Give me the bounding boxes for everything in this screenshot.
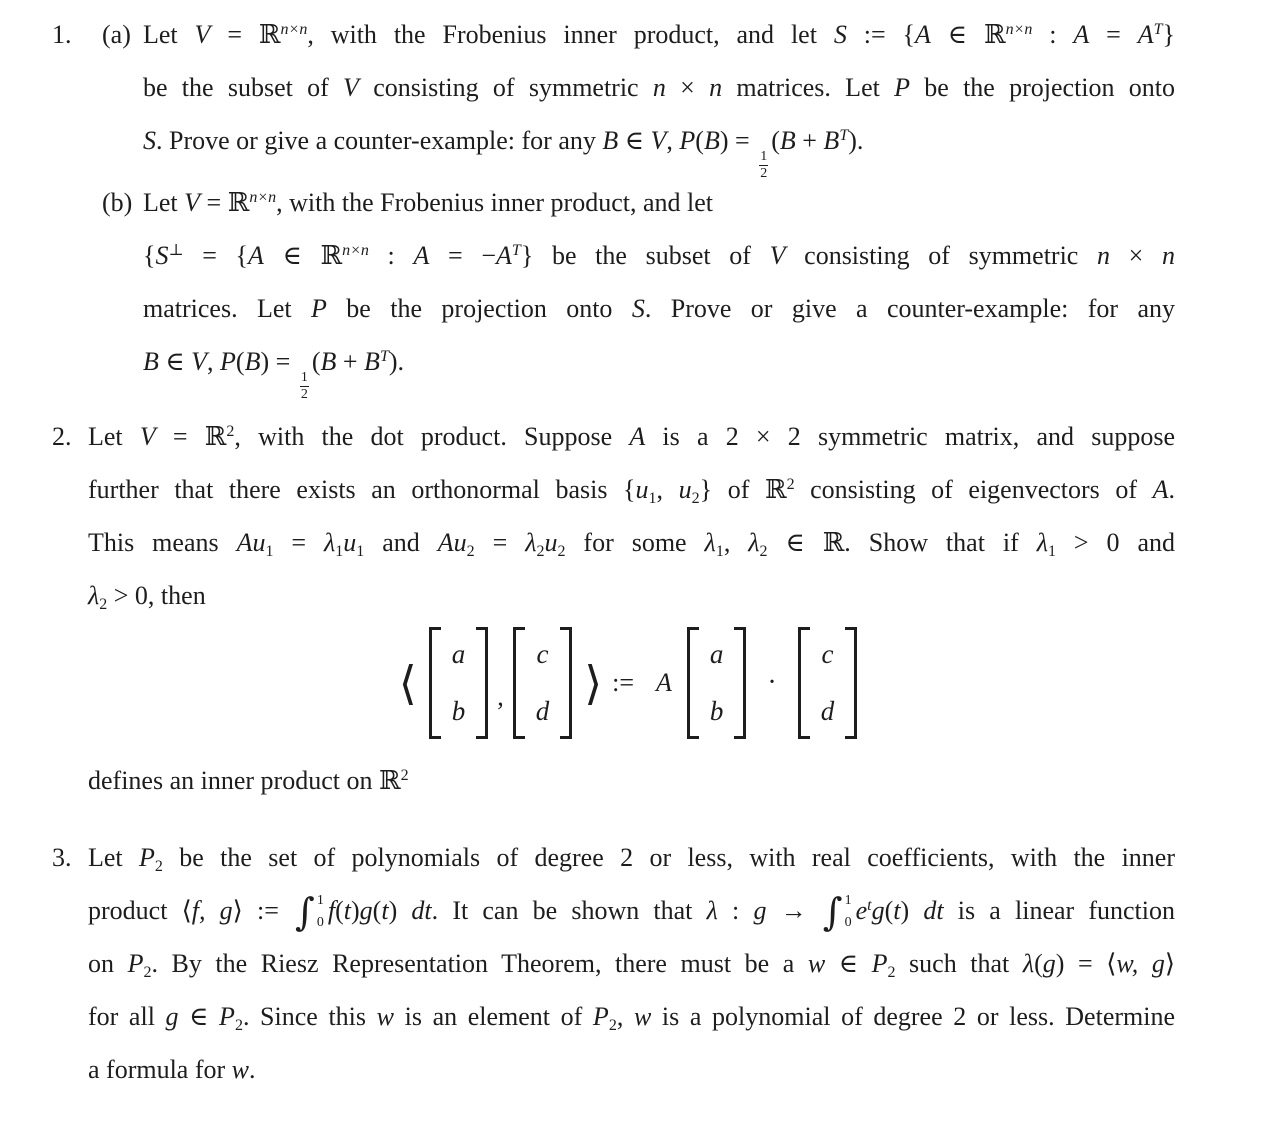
text-segment: A — [413, 241, 430, 270]
vector-entry: d — [820, 696, 835, 726]
text-segment: , — [723, 528, 749, 557]
right-angle-bracket: ⟩ — [584, 656, 603, 710]
text-line — [88, 937, 1175, 990]
text-segment: : — [368, 241, 414, 270]
item-letter: (b) — [102, 188, 133, 217]
text-segment: w — [633, 1002, 652, 1031]
text-segment: be the projection onto — [326, 294, 632, 323]
text-segment: 2 — [557, 543, 566, 560]
text-segment: defines an inner product on — [88, 766, 379, 795]
text-segment: is a 2 × 2 symmetric matrix, and suppose — [645, 422, 1175, 451]
text-segment: n — [1162, 241, 1176, 270]
text-line — [143, 114, 1175, 182]
text-segment: is an element of — [393, 1002, 593, 1031]
text-segment: w — [231, 1055, 250, 1084]
text-segment: n — [652, 73, 666, 102]
text-segment: . — [1168, 475, 1176, 504]
text-segment: P — [127, 949, 144, 978]
text-segment: Let — [143, 20, 195, 49]
text-segment: A — [1152, 475, 1169, 504]
text-segment: consisting of symmetric — [785, 241, 1098, 270]
problem-2 — [52, 410, 1176, 622]
text-segment: be the subset of — [143, 73, 344, 102]
text-segment: λ — [324, 528, 336, 557]
text-segment: and — [364, 528, 438, 557]
text-segment: Let — [88, 422, 140, 451]
text-segment: } of — [699, 475, 765, 504]
text-segment: T — [1153, 21, 1163, 38]
text-segment: ( — [884, 896, 894, 925]
text-segment: ℝ — [204, 422, 227, 452]
text-segment: . Prove or give a counter-example: for any — [644, 294, 1175, 323]
text-segment: u — [635, 475, 649, 504]
text-segment: Let — [143, 188, 185, 217]
text-segment: u — [678, 475, 692, 504]
vector-entry: c — [821, 639, 834, 669]
text-segment: { — [143, 241, 156, 270]
text-segment: > 0, then — [107, 581, 206, 610]
text-segment: + — [795, 126, 824, 155]
left-square-bracket — [687, 627, 699, 739]
text-segment: ). — [388, 347, 405, 376]
text-segment: ( — [1034, 949, 1043, 978]
text-segment: ) — [388, 896, 412, 925]
text-segment: is a polynomial of degree 2 or less. Determine — [651, 1002, 1175, 1031]
text-line — [143, 176, 1175, 229]
text-segment: P — [219, 1002, 235, 1031]
text-segment: ℝ — [983, 20, 1006, 50]
text-segment: V — [650, 126, 667, 155]
text-segment: ) — [351, 896, 360, 925]
text-segment: n — [709, 73, 723, 102]
left-square-bracket — [429, 627, 441, 739]
text-segment: A — [496, 241, 512, 270]
text-segment: λ — [525, 528, 537, 557]
text-segment: u — [343, 528, 357, 557]
text-segment: ℝ — [378, 766, 401, 796]
text-segment: = { — [183, 241, 249, 270]
text-segment: 2 — [99, 596, 108, 613]
text-segment: A — [1073, 20, 1090, 49]
text-segment: S — [631, 294, 645, 323]
text-segment: P — [220, 347, 236, 376]
text-segment: ) = — [719, 126, 757, 155]
text-segment: consisting of eigenvectors of — [794, 475, 1153, 504]
text-segment: dt — [411, 896, 432, 925]
text-segment: f, g — [191, 896, 233, 925]
text-segment: , with the Frobenius inner product, and let — [276, 188, 713, 217]
problem-1b — [102, 176, 1176, 403]
text-segment: A — [629, 422, 646, 451]
text-segment: . Since this — [242, 1002, 377, 1031]
text-segment: B — [602, 126, 619, 155]
text-segment: λ — [1036, 528, 1048, 557]
text-segment: ⟩ — [1164, 949, 1175, 978]
text-segment: P — [592, 1002, 609, 1031]
text-segment: w — [376, 1002, 394, 1031]
text-segment: V — [194, 20, 211, 49]
text-segment: : — [717, 896, 754, 925]
text-segment: , with the dot product. Suppose — [234, 422, 630, 451]
text-segment: → — [766, 896, 821, 925]
vector-entry: a — [709, 639, 724, 669]
text-segment: t — [381, 896, 389, 925]
text-segment: ) — [900, 896, 924, 925]
text-line — [88, 410, 1175, 463]
text-segment: matrices. Let — [722, 73, 895, 102]
text-segment: e — [855, 896, 868, 925]
right-square-bracket — [734, 627, 746, 739]
text-segment: A — [248, 241, 264, 270]
text-segment: ( — [771, 126, 780, 155]
text-segment: w — [807, 949, 826, 978]
text-segment: 1 — [648, 490, 657, 507]
text-segment: V — [139, 422, 156, 451]
right-square-bracket — [560, 627, 572, 739]
text-line — [88, 516, 1175, 569]
text-line — [143, 8, 1175, 61]
text-segment: T — [839, 127, 849, 144]
text-segment: = — [1089, 20, 1138, 49]
text-segment: This means — [88, 528, 237, 557]
vector-entry: a — [451, 639, 466, 669]
problem-1a — [52, 8, 1176, 182]
text-segment: 1 — [1047, 543, 1056, 560]
text-segment: ⊥ — [168, 242, 184, 259]
text-segment: ∈ — [618, 126, 651, 155]
text-segment: ∈ — [178, 1002, 220, 1031]
text-segment: , — [666, 126, 680, 155]
text-segment: be the projection onto — [910, 73, 1176, 102]
text-segment: . Prove or give a counter-example: for any — [156, 126, 603, 155]
vector-entries — [525, 627, 561, 739]
text-segment: n×n — [280, 21, 308, 38]
text-segment: P — [139, 843, 155, 872]
text-segment: t — [893, 896, 901, 925]
text-segment: P — [871, 949, 888, 978]
text-segment: T — [379, 348, 389, 365]
text-segment: V — [343, 73, 359, 102]
text-line — [88, 884, 1175, 937]
text-segment: ) = ⟨ — [1055, 949, 1117, 978]
text-segment: a formula for — [88, 1055, 232, 1084]
text-segment: 2 — [400, 767, 409, 784]
text-segment: u — [544, 528, 558, 557]
text-segment: Au — [437, 528, 467, 557]
text-segment: product ⟨ — [88, 896, 192, 925]
text-segment: ∈ — [158, 347, 192, 376]
text-segment: + — [336, 347, 365, 376]
text-segment: such that — [895, 949, 1023, 978]
text-segment: λ — [88, 581, 100, 610]
text-line — [88, 754, 1175, 807]
text-segment: = − — [429, 241, 497, 270]
comma-separator: , — [497, 682, 504, 711]
inner-product-definition-equation — [88, 624, 1175, 742]
text-segment: g — [753, 896, 767, 925]
text-segment: 1 — [265, 543, 274, 560]
vector-cd-1 — [513, 627, 573, 739]
text-segment: > 0 and — [1055, 528, 1176, 557]
text-segment: = — [200, 188, 228, 217]
text-segment: V — [184, 188, 201, 217]
text-segment: } be the subset of — [520, 241, 770, 270]
integral-with-limits: ∫ 1 0 — [295, 890, 324, 934]
vector-cd-2 — [798, 627, 858, 739]
text-segment: t — [867, 897, 872, 914]
text-segment: g — [1042, 949, 1056, 978]
text-line — [88, 990, 1175, 1043]
text-segment: . It can be shown that — [431, 896, 707, 925]
right-square-bracket — [845, 627, 857, 739]
text-segment: n×n — [1005, 21, 1033, 38]
text-segment: × — [1110, 241, 1163, 270]
text-segment: , with the Frobenius inner product, and let — [307, 20, 834, 49]
text-segment: 2 — [759, 543, 768, 560]
text-segment: B — [779, 126, 796, 155]
problem-3 — [52, 831, 1176, 1096]
text-segment: ℝ — [258, 20, 281, 50]
right-square-bracket — [476, 627, 488, 739]
vector-entries — [441, 627, 477, 739]
text-segment: λ — [704, 528, 716, 557]
text-segment: ). — [848, 126, 864, 155]
text-segment: further that there exists an orthonormal basis { — [88, 475, 636, 504]
text-segment: Au — [236, 528, 266, 557]
text-segment: ( — [235, 347, 245, 376]
text-segment: 1 — [335, 543, 344, 560]
text-segment: for some — [565, 528, 705, 557]
text-segment: matrices. Let — [143, 294, 312, 323]
text-segment: n — [1097, 241, 1111, 270]
text-segment: A — [915, 20, 931, 49]
vector-entries — [810, 627, 846, 739]
text-segment: ∈ — [263, 241, 321, 270]
text-segment: = — [474, 528, 526, 557]
left-square-bracket — [513, 627, 525, 739]
text-segment: for all — [88, 1002, 166, 1031]
text-segment: 2 — [887, 964, 896, 981]
text-segment: 2 — [466, 543, 475, 560]
text-segment: g — [359, 896, 373, 925]
integral-sign: ∫ — [295, 890, 315, 934]
vector-ab-2 — [687, 627, 747, 739]
vector-ab-1 — [429, 627, 489, 739]
text-segment: ∈ — [825, 949, 872, 978]
text-segment: ) = — [260, 347, 297, 376]
text-segment: . Show that if — [844, 528, 1037, 557]
text-segment: on — [88, 949, 128, 978]
vector-entry: d — [535, 696, 550, 726]
text-segment: P — [311, 294, 327, 323]
problem-2-conclusion — [88, 754, 1175, 807]
text-segment: S — [143, 126, 156, 155]
text-segment: f — [327, 896, 336, 925]
integral-sign: ∫ — [822, 890, 843, 934]
text-segment: : — [1032, 20, 1074, 49]
vector-entries — [699, 627, 735, 739]
text-line — [88, 463, 1175, 516]
text-segment: dt — [923, 896, 944, 925]
text-segment: 2 — [154, 858, 163, 875]
text-line — [143, 229, 1175, 282]
text-segment: S — [155, 241, 169, 270]
text-segment: B — [823, 126, 840, 155]
text-segment: = — [210, 20, 259, 49]
dot-product-operator: · — [767, 667, 777, 698]
text-segment: 2 — [234, 1017, 243, 1034]
text-segment: B — [364, 347, 380, 376]
vector-entry: b — [451, 696, 466, 726]
text-segment: 2 — [691, 490, 700, 507]
text-segment: P — [894, 73, 910, 102]
text-segment: g — [165, 1002, 179, 1031]
text-segment: := { — [846, 20, 916, 49]
fraction: $\frac{1}{2}$ — [760, 149, 768, 182]
text-segment: B — [320, 347, 337, 376]
item-number: 3. — [52, 843, 72, 872]
integral-with-limits: ∫ 1 0 — [822, 890, 852, 934]
text-segment: , — [207, 347, 221, 376]
assign-operator: := — [612, 668, 635, 697]
text-segment: w, g — [1116, 949, 1165, 978]
text-segment: is a linear function — [943, 896, 1176, 925]
text-segment: t — [343, 896, 351, 925]
text-segment: ( — [335, 896, 344, 925]
text-segment: 2 — [608, 1017, 617, 1034]
text-segment: n×n — [249, 189, 277, 206]
text-segment: ℝ — [764, 475, 787, 505]
text-segment: ⟩ := — [232, 896, 294, 925]
text-line — [143, 61, 1175, 114]
text-line — [143, 335, 1175, 403]
text-segment: λ — [1022, 949, 1035, 978]
text-segment: 2 — [226, 423, 235, 440]
text-segment: ( — [695, 126, 704, 155]
text-line — [88, 831, 1175, 884]
text-segment: × — [665, 73, 710, 102]
text-segment: , — [656, 475, 679, 504]
text-segment: be the set of polynomials of degree 2 or less, with real coefficients, with the inner — [162, 843, 1175, 872]
text-segment: ( — [311, 347, 321, 376]
fraction: $\frac{1}{2}$ — [300, 370, 308, 403]
text-segment: 2 — [536, 543, 545, 560]
text-line — [88, 569, 1175, 622]
item-number: 2. — [52, 422, 72, 451]
text-segment: ℝ — [227, 188, 250, 218]
text-segment: ∈ — [930, 20, 984, 49]
text-segment: ( — [372, 896, 382, 925]
text-segment: n×n — [342, 242, 369, 259]
text-segment: V — [769, 241, 786, 270]
text-segment: g — [871, 896, 885, 925]
text-segment: 1 — [715, 543, 724, 560]
text-segment: S — [833, 20, 847, 49]
text-segment: ℝ — [822, 528, 845, 558]
matrix-A-symbol: A — [656, 668, 672, 697]
text-segment: Let — [88, 843, 140, 872]
text-segment: A — [1137, 20, 1154, 49]
text-segment: consisting of symmetric — [358, 73, 653, 102]
text-line — [143, 282, 1175, 335]
text-segment: T — [511, 242, 521, 259]
text-segment: . — [249, 1055, 256, 1084]
text-segment: B — [703, 126, 720, 155]
vector-entry: b — [709, 696, 724, 726]
left-square-bracket — [798, 627, 810, 739]
text-line — [88, 1043, 1175, 1096]
text-segment: 2 — [143, 964, 152, 981]
text-segment: B — [244, 347, 261, 376]
text-segment: P — [679, 126, 696, 155]
text-segment: B — [143, 347, 159, 376]
text-segment: . By the Riesz Representation Theorem, there must be a — [151, 949, 808, 978]
item-letter: (a) — [102, 20, 131, 49]
text-segment: = — [155, 422, 205, 451]
text-segment: } — [1162, 20, 1176, 49]
text-segment: λ — [748, 528, 760, 557]
left-angle-bracket: ⟨ — [398, 656, 417, 710]
text-segment: ∈ — [767, 528, 823, 557]
text-segment: = — [273, 528, 325, 557]
text-segment: 2 — [786, 476, 795, 493]
vector-entry: c — [536, 639, 549, 669]
text-segment: ℝ — [320, 241, 343, 271]
text-segment: V — [191, 347, 208, 376]
item-number: 1. — [52, 20, 72, 49]
text-segment: , — [616, 1002, 634, 1031]
text-segment: 1 — [356, 543, 365, 560]
text-segment: λ — [706, 896, 718, 925]
